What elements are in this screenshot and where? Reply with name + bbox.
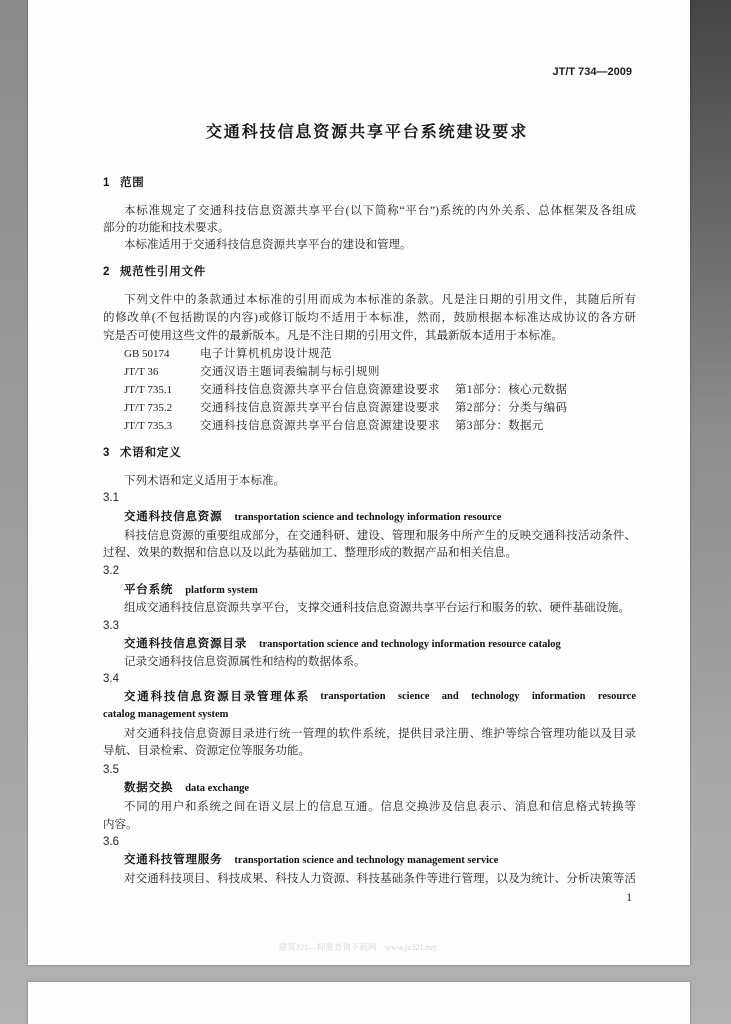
term-chinese: 交通科技管理服务	[124, 854, 223, 866]
document-title: 交通科技信息资源共享平台系统建设要求	[205, 124, 529, 141]
section-heading-terms-definitions	[103, 445, 182, 461]
reference-entry	[124, 382, 567, 398]
reference-code: JT/T 735.1	[124, 384, 173, 396]
reference-code: JT/T 735.3	[124, 420, 173, 432]
paragraph-line: 究是否可使用这些文件的最新版本。凡是不注日期的引用文件，其最新版本适用于本标准。	[103, 330, 563, 342]
term-definition-line: 对交通科技信息资源目录进行统一管理的软件系统，提供目录注册、维护等综合管理功能以及目录	[124, 728, 636, 740]
reference-part: 第3部分：数据元	[455, 420, 544, 432]
reference-title: 交通科技信息资源共享平台信息资源建设要求	[200, 402, 440, 414]
term-english: transportation science and technology information resource	[320, 691, 636, 702]
term-english: platform system	[185, 585, 258, 596]
reference-entry	[124, 346, 455, 362]
paragraph-line: 本标准规定了交通科技信息资源共享平台(以下简称“平台”)系统的内外关系、总体框架及各组成	[124, 205, 636, 217]
section-number: 2	[103, 266, 110, 278]
section-title: 范围	[120, 177, 145, 189]
reference-code: JT/T 36	[124, 366, 159, 378]
section-number: 1	[103, 177, 110, 189]
section-number: 3	[103, 447, 110, 459]
term-chinese: 交通科技信息资源目录管理体系	[124, 691, 311, 703]
reference-entry	[124, 400, 567, 416]
term-heading	[124, 636, 561, 652]
term-english: transportation science and technology information resource	[234, 512, 502, 523]
reference-title: 交通科技信息资源共享平台信息资源建设要求	[200, 384, 440, 396]
paragraph-line: 本标准适用于交通科技信息资源共享平台的建设和管理。	[124, 239, 412, 251]
term-number: 3.2	[103, 565, 119, 577]
term-number: 3.3	[103, 620, 119, 632]
section-heading-scope	[103, 175, 145, 191]
term-english-continued: catalog management system	[103, 709, 229, 720]
next-document-page	[28, 982, 690, 1024]
term-definition-line: 不同的用户和系统之间在语义层上的信息互通。信息交换涉及信息表示、消息和信息格式转换等	[124, 801, 636, 813]
reference-part: 第1部分：核心元数据	[455, 384, 568, 396]
reference-code: JT/T 735.2	[124, 402, 173, 414]
reference-title: 电子计算机机房设计规范	[200, 348, 332, 360]
viewer-background-shade	[690, 0, 731, 1024]
term-heading	[124, 582, 258, 598]
term-english: data exchange	[185, 783, 250, 794]
term-chinese: 数据交换	[124, 782, 174, 794]
term-english: transportation science and technology information resource catalog	[259, 639, 561, 650]
term-definition-line: 对交通科技项目、科技成果、科技人力资源、科技基础条件等进行管理，以及为统计、分析决策等活	[124, 873, 636, 885]
term-chinese: 交通科技信息资源目录	[124, 638, 247, 650]
term-definition-line: 记录交通科技信息资源属性和结构的数据体系。	[124, 656, 366, 668]
reference-entry	[124, 364, 455, 380]
term-heading	[124, 852, 498, 868]
term-english: transportation science and technology management service	[234, 855, 499, 866]
section-title: 规范性引用文件	[120, 266, 207, 278]
term-number: 3.5	[103, 764, 119, 776]
term-number: 3.6	[103, 836, 119, 848]
reference-entry	[124, 418, 544, 434]
reference-code: GB 50174	[124, 348, 170, 360]
watermark: 建筑321—标准查询下载网 www.jz321.net	[278, 942, 437, 952]
term-definition-line: 过程、效果的数据和信息以及以此为基础加工、整理形成的数据产品和相关信息。	[103, 547, 517, 559]
term-heading	[124, 509, 501, 525]
paragraph-line: 部分的功能和技术要求。	[103, 222, 230, 234]
paragraph-line: 下列文件中的条款通过本标准的引用而成为本标准的条款。凡是注日期的引用文件，其随后所有	[124, 294, 636, 306]
standard-code-header: JT/T 734—2009	[552, 66, 632, 78]
reference-title: 交通汉语主题词表编制与标引规则	[200, 366, 380, 378]
term-number: 3.4	[103, 673, 119, 685]
term-definition-line: 科技信息资源的重要组成部分，在交通科研、建设、管理和服务中所产生的反映交通科技活动条件、	[124, 530, 636, 542]
term-definition-line: 组成交通科技信息资源共享平台，支撑交通科技信息资源共享平台运行和服务的软、硬件基础设施。	[124, 602, 630, 614]
term-definition-line: 导航、目录检索、资源定位等服务功能。	[103, 745, 310, 757]
term-chinese: 平台系统	[124, 584, 174, 596]
section-title: 术语和定义	[120, 447, 182, 459]
reference-part: 第2部分：分类与编码	[455, 402, 568, 414]
term-heading	[124, 780, 249, 796]
term-heading	[124, 689, 636, 705]
reference-title: 交通科技信息资源共享平台信息资源建设要求	[200, 420, 440, 432]
term-number: 3.1	[103, 492, 119, 504]
term-definition-line: 内容。	[103, 819, 138, 831]
section-intro: 下列术语和定义适用于本标准。	[124, 475, 285, 487]
term-chinese: 交通科技信息资源	[124, 511, 223, 523]
page-number: 1	[626, 892, 632, 904]
section-heading-normative-references	[103, 264, 206, 280]
paragraph-line: 的修改单(不包括勘误的内容)或修订版均不适用于本标准，然而，鼓励根据本标准达成协议的各方研	[103, 312, 636, 324]
